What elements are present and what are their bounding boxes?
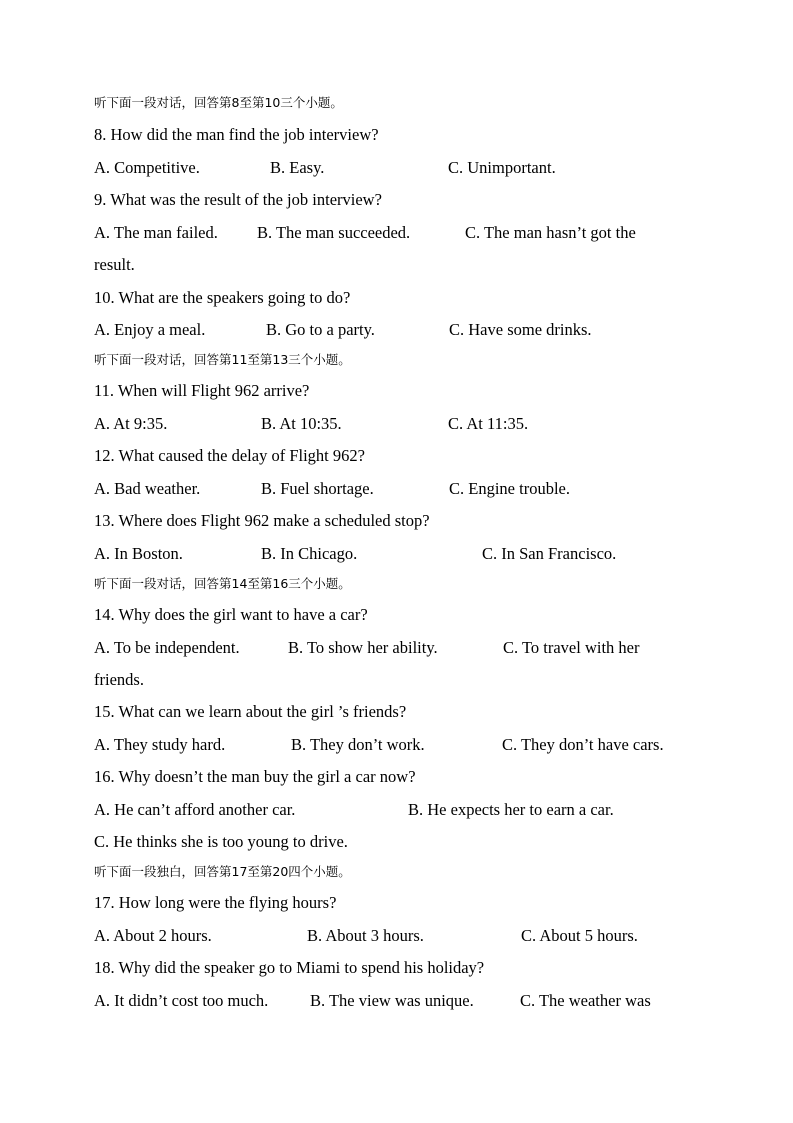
option-b: B. The view was unique. xyxy=(310,991,474,1010)
section-instruction-8-10: 听下面一段对话，回答第8至第10三个小题。 xyxy=(94,95,343,110)
option-a: A. Bad weather. xyxy=(94,479,201,498)
question-10: 10. What are the speakers going to do? xyxy=(94,288,351,307)
option-c: C. At 11:35. xyxy=(448,414,529,433)
question-9-option-c-continuation: result. xyxy=(94,255,135,274)
question-17: 17. How long were the flying hours? xyxy=(94,893,337,912)
option-b: B. They don’t work. xyxy=(291,735,425,754)
section-instruction-14-16: 听下面一段对话，回答第14至第16三个小题。 xyxy=(94,576,351,591)
option-b: B. Go to a party. xyxy=(266,320,375,339)
option-b: B. The man succeeded. xyxy=(257,223,411,242)
question-16-option-c: C. He thinks she is too young to drive. xyxy=(94,832,348,851)
question-9: 9. What was the result of the job interview? xyxy=(94,190,382,209)
option-a: A. In Boston. xyxy=(94,544,183,563)
question-16: 16. Why doesn’t the man buy the girl a car now? xyxy=(94,767,416,786)
option-a: A. To be independent. xyxy=(94,638,240,657)
option-a: A. At 9:35. xyxy=(94,414,168,433)
question-8: 8. How did the man find the job interview? xyxy=(94,125,379,144)
option-a: A. Enjoy a meal. xyxy=(94,320,206,339)
option-c: C. About 5 hours. xyxy=(521,926,638,945)
option-b: B. About 3 hours. xyxy=(307,926,424,945)
option-c: C. To travel with her xyxy=(503,638,640,657)
option-b: B. He expects her to earn a car. xyxy=(408,800,614,819)
option-b: B. In Chicago. xyxy=(261,544,358,563)
option-a: A. About 2 hours. xyxy=(94,926,212,945)
option-b: B. Fuel shortage. xyxy=(261,479,374,498)
question-13: 13. Where does Flight 962 make a scheduled stop? xyxy=(94,511,430,530)
option-b: B. Easy. xyxy=(270,158,325,177)
option-a: A. The man failed. xyxy=(94,223,218,242)
option-a: A. Competitive. xyxy=(94,158,200,177)
option-c: C. The man hasn’t got the xyxy=(465,223,636,242)
option-a: A. They study hard. xyxy=(94,735,226,754)
question-12: 12. What caused the delay of Flight 962? xyxy=(94,446,365,465)
question-15: 15. What can we learn about the girl ’s friends? xyxy=(94,702,407,721)
option-c: C. Engine trouble. xyxy=(449,479,570,498)
question-18: 18. Why did the speaker go to Miami to spend his holiday? xyxy=(94,958,485,977)
option-c: C. Unimportant. xyxy=(448,158,556,177)
question-11: 11. When will Flight 962 arrive? xyxy=(94,381,310,400)
option-b: B. To show her ability. xyxy=(288,638,438,657)
question-14-option-c-continuation: friends. xyxy=(94,670,144,689)
option-a: A. He can’t afford another car. xyxy=(94,800,296,819)
option-a: A. It didn’t cost too much. xyxy=(94,991,269,1010)
option-c: C. They don’t have cars. xyxy=(502,735,664,754)
section-instruction-11-13: 听下面一段对话，回答第11至第13三个小题。 xyxy=(94,352,351,367)
option-c: C. Have some drinks. xyxy=(449,320,592,339)
option-c: C. The weather was xyxy=(520,991,651,1010)
section-instruction-17-20: 听下面一段独白，回答第17至第20四个小题。 xyxy=(94,864,351,879)
question-14: 14. Why does the girl want to have a car? xyxy=(94,605,368,624)
option-b: B. At 10:35. xyxy=(261,414,342,433)
option-c: C. In San Francisco. xyxy=(482,544,617,563)
